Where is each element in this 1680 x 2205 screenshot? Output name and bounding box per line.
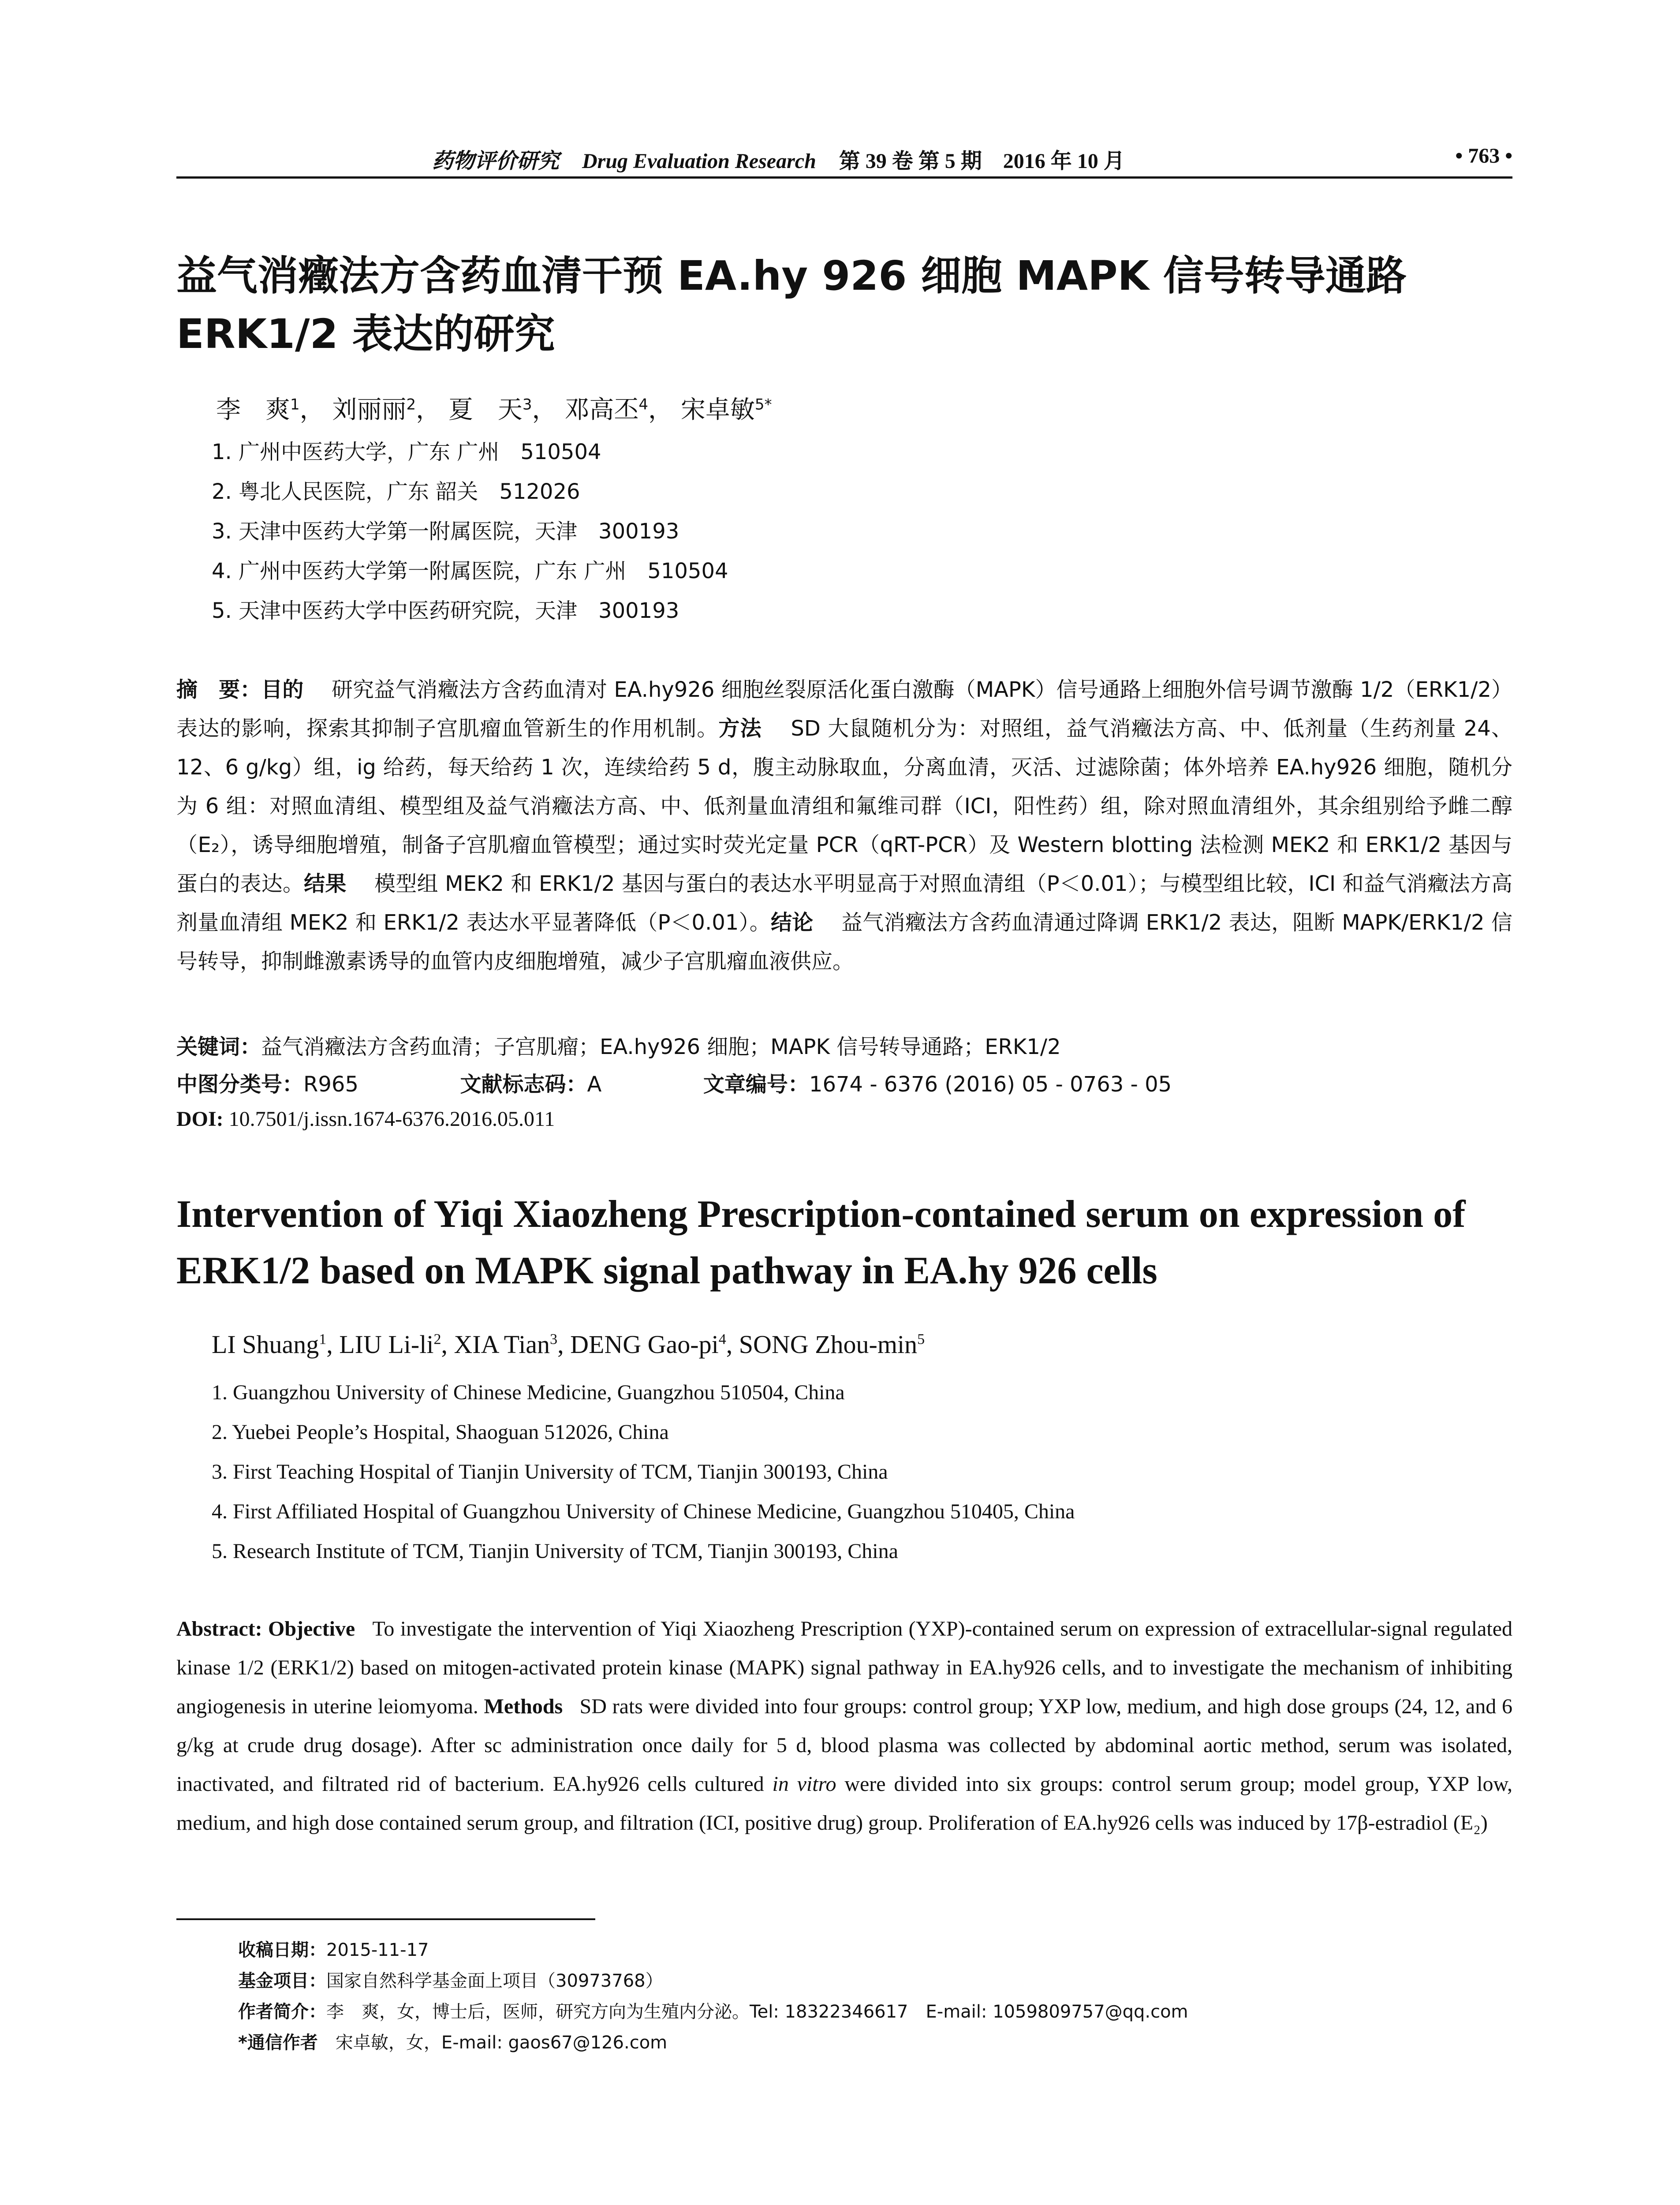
keywords-label: 关键词：: [176, 1035, 261, 1059]
author-sup: 5*: [754, 396, 772, 414]
fund-label: 基金项目：: [238, 1971, 326, 1991]
author-cn: 宋卓敏: [680, 396, 755, 424]
article-no-label: 文章编号：: [703, 1072, 809, 1097]
author-en: LI Shuang: [212, 1330, 319, 1359]
affiliation-cn: 1. 广州中医药大学，广东 广州 510504: [212, 440, 601, 464]
affiliation-cn: 3. 天津中医药大学第一附属医院，天津 300193: [212, 519, 679, 544]
methods-text-cont: were divided into six groups: control serum group; model group, YXP low, medium, and high dose contained serum group, and filtration (ICI, positive drug) group. Proliferation of EA.hy926 cells was induced by 17β-estradiol (E₂): [176, 1772, 1513, 1835]
author-en: XIA Tian: [454, 1330, 550, 1359]
clc-label: 中图分类号：: [176, 1072, 304, 1097]
author-en: DENG Gao-pi: [570, 1330, 719, 1359]
journal-name: [432, 144, 1125, 174]
journal-name-en: Drug Evaluation Research: [582, 149, 816, 173]
in-vitro-text: in vitro: [772, 1772, 836, 1796]
header-rule: [176, 176, 1512, 179]
authors-cn: 李 爽$^1$， 刘丽丽$^2$， 夏 天$^3$， 邓高丕$^4$， 宋卓敏$^{5*}$: [216, 396, 772, 424]
methods-text: SD rats were divided into four groups: control group; YXP low, medium, and high dose groups (24, 12, and 6 g/kg at crude drug dosage). After sc administration once daily for 5 d, blood plasma was collected by abdominal aortic method, serum was isolated, inactivated, and filtrated rid of bacterium. EA.hy926 cells cultured: [176, 1695, 1512, 1796]
author-sup: 2: [433, 1331, 441, 1348]
methods-label: 方法: [718, 716, 762, 741]
results-label: 结果: [304, 871, 347, 896]
received-date: 2015-11-17: [326, 1940, 429, 1960]
corr-label: *通信作者: [238, 2033, 318, 2053]
clc-value: R965: [303, 1072, 358, 1097]
author-cn: 夏 天: [448, 396, 523, 424]
issue-info: 第 39 卷 第 5 期 2016 年 10 月: [839, 149, 1125, 173]
affiliation-cn: 4. 广州中医药大学第一附属医院，广东 广州 510504: [212, 559, 728, 583]
author-sup: 1: [319, 1331, 327, 1348]
methods-text: SD 大鼠随机分为：对照组，益气消癥法方高、中、低剂量（生药剂量 24、12、6 g/kg）组，ig 给药，每天给药 1 次，连续给药 5 d，腹主动脉取血，分离血清，灭活、过滤除菌；体外培养 EA.hy926 细胞，随机分为 6 组：对照血清组、模型组及益气消癥法方高、中、低剂量血清组和氟维司群（ICI，阳性药）组，除对照血清组外，其余组别给予雌二醇（E₂），诱导细胞增殖，制备子宫肌瘤血管模型；通过实时荧光定量 PCR（qRT-PCR）及 Western blotting 法检测 MEK2 和 ERK1/2 基因与蛋白的表达。: [176, 716, 1512, 896]
bio-label: 作者简介：: [238, 2002, 326, 2022]
abstract-label: 摘 要：: [176, 677, 261, 702]
author-sup: 1: [290, 396, 300, 414]
affiliation-en: 4. First Affiliated Hospital of Guangzhou University of Chinese Medicine, Guangzhou 510405, China: [212, 1500, 1075, 1523]
affiliation-cn: 5. 天津中医药大学中医药研究院，天津 300193: [212, 598, 679, 623]
affiliation-en: 1. Guangzhou University of Chinese Medicine, Guangzhou 510504, China: [212, 1381, 845, 1404]
footnote-correspondence: [238, 2029, 667, 2054]
title-en: Intervention of Yiqi Xiaozheng Prescription-contained serum on expression of ERK1/2 based on MAPK signal pathway in EA.hy 926 cells: [176, 1193, 1466, 1292]
keywords-text: 益气消癥法方含药血清；子宫肌瘤；EA.hy926 细胞；MAPK 信号转导通路；ERK1/2: [261, 1035, 1061, 1059]
received-label: 收稿日期：: [238, 1940, 326, 1960]
article-no-value: 1674 - 6376 (2016) 05 - 0763 - 05: [809, 1072, 1172, 1097]
author-sup: 4: [638, 396, 648, 414]
affiliation-en: 3. First Teaching Hospital of Tianjin University of TCM, Tianjin 300193, China: [212, 1460, 888, 1484]
classification-line: [176, 1067, 1172, 1098]
running-header: [176, 140, 1512, 176]
footnote-received: [238, 1936, 429, 1961]
methods-label: Methods: [484, 1695, 563, 1718]
results-text: 模型组 MEK2 和 ERK1/2 基因与蛋白的表达水平明显高于对照血清组（P＜0.01）；与模型组比较，ICI 和益气消癥法方高剂量血清组 MEK2 和 ERK1/2 表达水平显著降低（P＜0.01）。: [176, 871, 1512, 935]
affiliation-cn: 2. 粤北人民医院，广东 韶关 512026: [212, 479, 580, 504]
doi-label: DOI:: [176, 1107, 224, 1131]
footnote-fund: [238, 1967, 663, 1992]
keywords: [176, 1030, 1061, 1060]
author-sup: 5: [917, 1331, 925, 1348]
author-cn: 李 爽: [216, 396, 290, 424]
conclusion-label: 结论: [770, 910, 814, 935]
objective-text: 研究益气消癥法方含药血清对 EA.hy926 细胞丝裂原活化蛋白激酶（MAPK）信号通路上细胞外信号调节激酶 1/2（ERK1/2）表达的影响，探索其抑制子宫肌瘤血管新生的作用机制。: [176, 677, 1512, 741]
objective-label: 目的: [261, 677, 304, 702]
doc-code-label: 文献标志码：: [460, 1072, 587, 1097]
corr-text: 宋卓敏，女，E-mail: gaos67@126.com: [335, 2033, 668, 2053]
author-cn: 刘丽丽: [332, 396, 407, 424]
author-en: LIU Li-li: [339, 1330, 434, 1359]
objective-text: To investigate the intervention of Yiqi Xiaozheng Prescription (YXP)-contained serum on expression of extracellular-signal regulated kinase 1/2 (ERK1/2) based on mitogen-activated protein kinase (MAPK) signal pathway in EA.hy926 cells, and to investigate the mechanism of inhibiting angiogenesis in uterine leiomyoma.: [176, 1617, 1512, 1718]
bio-text: 李 爽，女，博士后，医师，研究方向为生殖内分泌。Tel: 18322346617 E-mail: 1059809757@qq.com: [326, 2002, 1188, 2022]
author-sup: 3: [522, 396, 532, 414]
doc-code-value: A: [587, 1072, 602, 1097]
fund-text: 国家自然科学基金面上项目（30973768）: [326, 1971, 663, 1991]
footnote-rule: [176, 1918, 595, 1920]
doi: [176, 1107, 555, 1131]
conclusion-text: 益气消癥法方含药血清通过降调 ERK1/2 表达，阻断 MAPK/ERK1/2 信号转导，抑制雌激素诱导的血管内皮细胞增殖，减少子宫肌瘤血液供应。: [176, 910, 1512, 974]
author-en: SONG Zhou-min: [739, 1330, 918, 1359]
objective-label: Objective: [268, 1617, 355, 1641]
authors-en: LI Shuang$^1$, LIU $Li-li^2$, XIA Tian$^3$, DENG Gao-$pi^4$, SONG Zhou-$\min^5$: [212, 1330, 925, 1359]
doi-link[interactable]: 10.7501/j.issn.1674-6376.2016.05.011: [228, 1107, 555, 1131]
title-cn: 益气消癥法方含药血清干预 EA.hy 926 细胞 MAPK 信号转导通路 ERK1/2 表达的研究: [176, 252, 1407, 358]
abstract-cn: [176, 670, 1512, 981]
affiliation-en: 2. Yuebei People’s Hospital, Shaoguan 512026, China: [212, 1420, 669, 1444]
abstract-en: [176, 1610, 1512, 1842]
footnote-bio: [238, 1998, 1188, 2023]
journal-logo-cn: 药物评价研究: [432, 149, 560, 173]
author-sup: 2: [406, 396, 416, 414]
author-sup: 4: [718, 1331, 726, 1348]
author-cn: 邓高丕: [564, 396, 639, 424]
author-sup: 3: [550, 1331, 558, 1348]
abstract-label: Abstract:: [176, 1617, 262, 1641]
affiliation-en: 5. Research Institute of TCM, Tianjin University of TCM, Tianjin 300193, China: [212, 1540, 898, 1563]
page-number: • 763 •: [1455, 144, 1512, 168]
